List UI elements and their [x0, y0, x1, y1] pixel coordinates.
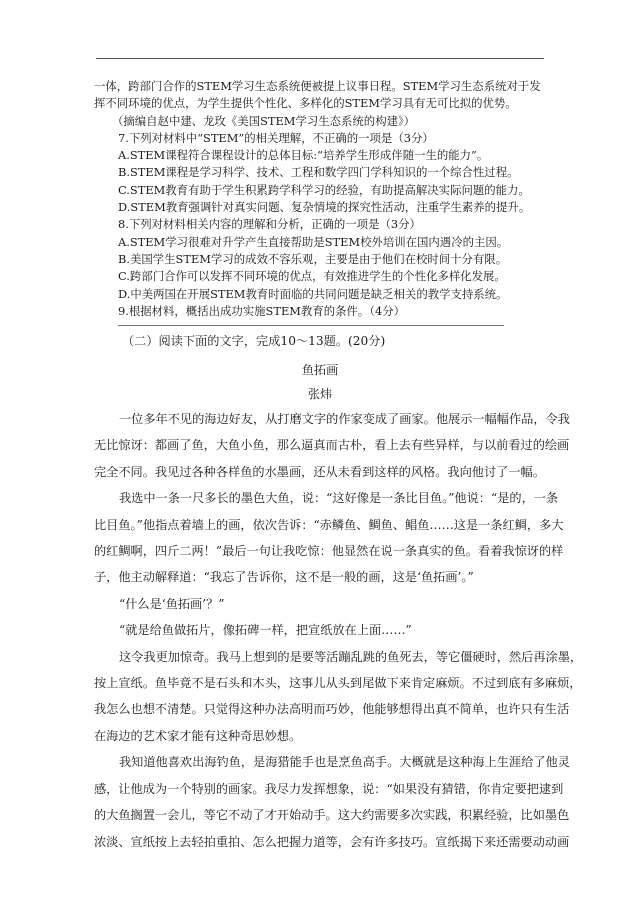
- section-two-heading-block: [94, 331, 549, 351]
- body-line: 这令我更加惊奇。我马上想到的是要等活蹦乱跳的鱼死去，等它僵硬时，然后再涂墨，: [119, 649, 583, 664]
- body-line: 的红鲷啊，四斤二两！”最后一句让我吃惊：他显然在说一条真实的鱼。看着我惊讶的样: [94, 544, 564, 559]
- body-line: 按上宣纸。鱼毕竟不是石头和木头，这事儿从头到尾做下来肯定麻烦。不过到底有多麻烦，: [94, 676, 582, 691]
- source-citation: （摘编自赵中建、龙玫《美国STEM学习生态系统的构建》）: [112, 113, 416, 128]
- text-line: 一体，跨部门合作的STEM学习生态系统便被提上议事日程。STEM学习生态系统对于发: [94, 79, 541, 93]
- body-line: 无比惊讶：都画了鱼，大鱼小鱼，那么逼真而古朴，看上去有些异样，与以前看过的绘画: [94, 438, 570, 453]
- section-heading: （二）阅读下面的文字，完成10～13题。(20分): [122, 334, 386, 348]
- body-line: 子，他主动解释道：“我忘了告诉你，这不是一般的画，这是‘鱼拓画’。”: [94, 570, 474, 585]
- story-title-block: [94, 360, 546, 380]
- body-line: 在海边的艺术家才能有这种奇思妙想。: [94, 728, 302, 743]
- header-rule: [96, 58, 544, 59]
- option-7b: B.STEM课程是学习科学、技术、工程和数学四门学科知识的一个综合性过程。: [118, 165, 519, 180]
- body-line: 的大鱼搁置一会儿，等它不动了才开始动手。这大约需要多次实践，积累经验，比如墨色: [94, 808, 570, 823]
- body-line: 浓淡、宣纸按上去轻拍重拍、怎么把握力道等，会有许多技巧。宣纸揭下来还需要动动画: [94, 834, 570, 849]
- story-body: [94, 406, 583, 855]
- body-line: 我怎么也想不清楚。只觉得这种办法高明而巧妙，他能够想得出真不简单，也许只有生活: [94, 702, 570, 717]
- dialogue-line: “什么是‘鱼拓画’？”: [119, 596, 225, 611]
- story-author: 张炜: [307, 387, 333, 401]
- body-line: 我选中一条一尺多长的墨色大鱼，说：“这好像是一条比目鱼。”他说：“是的，一条: [119, 491, 559, 506]
- material-and-questions: [94, 78, 549, 320]
- section-divider: [118, 325, 504, 326]
- body-line: 感，让他成为一个特别的画家。我尽力发挥想象，说：“如果没有猜错，你肯定要把逮到: [94, 781, 564, 796]
- question-8: 8.下列对材料相关内容的理解和分析，正确的一项是（3分）: [118, 217, 421, 232]
- text-line: 挥不同环境的优点，为学生提供个性化、多样化的STEM学习具有无可比拟的优势。: [94, 96, 517, 111]
- option-8c: C.跨部门合作可以发挥不同环境的优点，有效推进学生的个性化多样化发展。: [118, 269, 506, 284]
- option-7c: C.STEM教育有助于学生积累跨学科学习的经验，有助提高解决实际问题的能力。: [118, 182, 530, 197]
- story-author-block: [94, 384, 546, 404]
- option-8b: B.美国学生STEM学习的成效不容乐观，主要是由于他们在校时间十分有限。: [118, 251, 508, 266]
- option-8a: A.STEM学习很难对升学产生直接帮助是STEM校外培训在国内遇冷的主因。: [118, 234, 509, 249]
- question-7: 7.下列对材料中“STEM”的相关理解，不正确的一项是（3分）: [118, 130, 434, 145]
- story-title: 鱼拓画: [301, 363, 339, 377]
- option-8d: D.中美两国在开展STEM教育时面临的共同问题是缺乏相关的教学支持系统。: [118, 286, 508, 301]
- dialogue-line: “就是给鱼做拓片，像拓碑一样，把宣纸放在上面……”: [119, 623, 412, 638]
- body-line: 我知道他喜欢出海钓鱼，是海猎能手也是烹鱼高手。大概就是这种海上生涯给了他灵: [119, 755, 570, 770]
- option-7d: D.STEM教育强调针对真实问题、复杂情境的探究性活动，注重学生素养的提升。: [118, 200, 531, 215]
- option-7a: A.STEM课程符合课程设计的总体目标:“培养学生形成伴随一生的能力”。: [118, 148, 489, 163]
- body-line: 比目鱼。”他指点着墙上的画，依次告诉：“赤鳞鱼、鲷鱼、鲳鱼……这是一条红鲷，多大: [94, 517, 564, 532]
- question-9: 9.根据材料，概括出成功实施STEM教育的条件。（4分）: [118, 303, 405, 318]
- body-line: 完全不同。我见过各种各样鱼的水墨画，还从未看到这样的风格。我向他讨了一幅。: [94, 464, 545, 479]
- body-line: 一位多年不见的海边好友，从打磨文字的作家变成了画家。他展示一幅幅作品，令我: [119, 412, 570, 426]
